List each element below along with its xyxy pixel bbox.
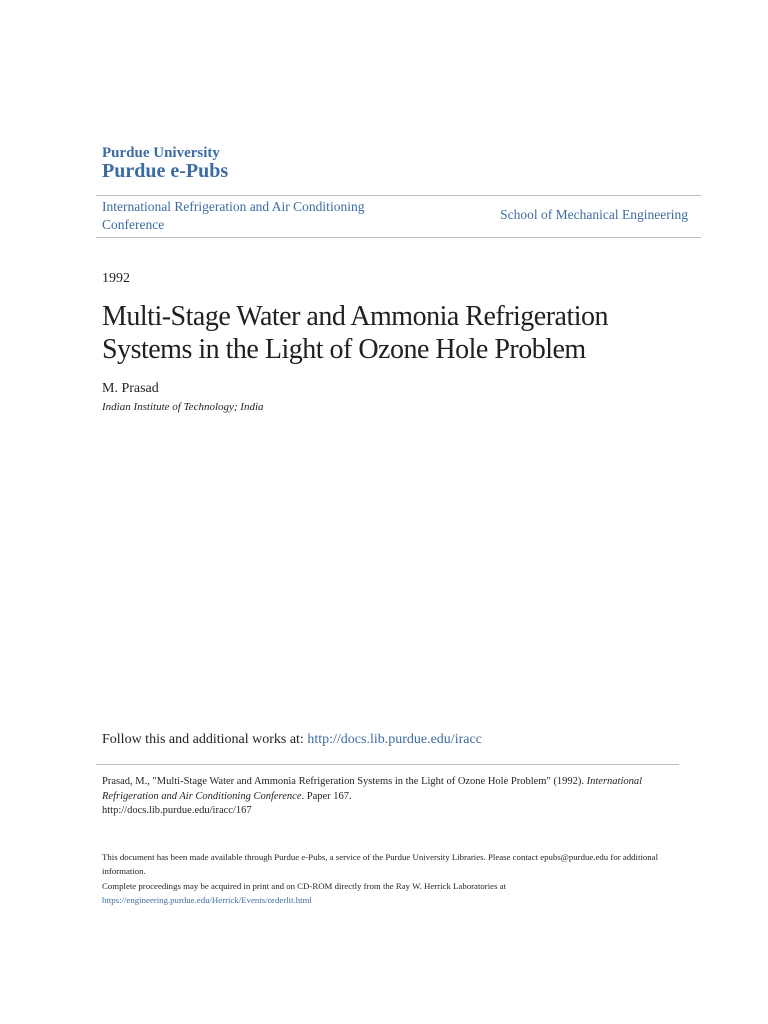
institution-name[interactable]: Purdue University — [102, 145, 220, 161]
header-divider-bottom — [96, 237, 701, 238]
notice-line-2: Complete proceedings may be acquired in print and on CD-ROM directly from the Ray W. Herrick Laboratories at — [102, 880, 507, 891]
author-name: M. Prasad — [102, 381, 159, 396]
citation-suffix: . Paper 167. — [301, 790, 352, 802]
collection-link[interactable]: International Refrigeration and Air Conditioning Conference — [102, 199, 365, 232]
follow-divider — [96, 764, 679, 765]
herrick-order-link[interactable]: https://engineering.purdue.edu/Herrick/Events/orderlit.html — [102, 894, 312, 905]
citation-block — [102, 775, 662, 819]
follow-text: Follow this and additional works at: — [102, 732, 308, 747]
citation-prefix: Prasad, M., "Multi-Stage Water and Ammonia Refrigeration Systems in the Light of Ozone Hole Problem" (1992). — [102, 776, 587, 787]
follow-line — [102, 732, 482, 748]
publication-year: 1992 — [102, 271, 130, 286]
follow-link[interactable]: http://docs.lib.purdue.edu/iracc — [307, 732, 482, 747]
availability-notice — [102, 850, 682, 907]
repository-name[interactable]: Purdue e-Pubs — [102, 160, 229, 182]
citation-url[interactable]: http://docs.lib.purdue.edu/iracc/167 — [102, 805, 252, 816]
department-link[interactable]: School of Mechanical Engineering — [500, 207, 688, 222]
citation-conference: International Refrigeration and Air Conditioning Conference — [102, 776, 643, 802]
notice-line-1: This document has been made available through Purdue e-Pubs, a service of the Purdue University Libraries. Please contact epubs@purdue.edu for additional information. — [102, 852, 659, 877]
paper-title: Multi-Stage Water and Ammonia Refrigeration Systems in the Light of Ozone Hole Problem — [102, 301, 609, 365]
header-divider-top — [96, 195, 701, 196]
author-affiliation: Indian Institute of Technology; India — [102, 401, 264, 413]
